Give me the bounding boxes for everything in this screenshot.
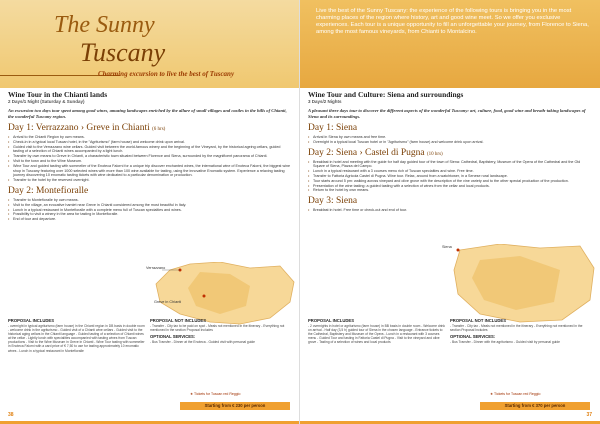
list-item: • Presentation of the wine tasting: a guided tasting with a selection of wines from the cellar and local products. [308,184,592,189]
list-item: • Transfer by own means to Greve in Chianti, a characteristic town situated between Florence and Siena, surrounded by the magnificent panorama of Chianti. [8,154,292,159]
tour2-subtitle: 3 Days/2 Nights [308,99,342,104]
tour1-subtitle: 2 Days/1 Night (Saturday & Sunday) [8,99,85,104]
tour2-optional-title: OPTIONAL SERVICES: [450,334,496,340]
tour1-title: Wine Tour in the Chianti lands [8,90,108,99]
tour2-day2-title [308,148,592,158]
tour2-title: Wine Tour and Culture: Siena and surroundings [308,90,464,99]
tour2-content [308,90,592,216]
map-label-siena: Siena [442,245,452,249]
tour2-day1-list [308,135,592,145]
list-item: • End of tour and departure. [8,217,292,222]
list-item: • Guided visit to the Verrazzano wine cellars. Guided visit between the world-famous winery and the beginning of the Vineyard, by the historical ageing cellars, guided tasting of a selection of Chianti wines accompanied by a light lunch. [8,145,292,155]
tour1-note: ★ Tickets for Tuscan red Reggio [190,392,241,396]
tour2-details [308,318,592,346]
tour2-included-text: - 2 overnights in hotel or agriturismo (farm house) in BB basis in double room - Welcome drink on arrival - Half day (3,5 h) guided tour of Siena in the chosen language - Entrance tickets to the Cathedral, Baptistery and Museum of the Opera - Lunch in a restaurant with 3 courses menu - Guided Tour and tasting in Fattoria Castel di Pugna - Visit to the vineyard and olive grove - Tasting of a selection of wines and local products [308,324,446,345]
list-item: • Wine Tour and guided tasting with sommelier of the Enoteca Falorni for a unique trip discover enchanted wines, the international wine of Enoteca Falorni, the biggest wine shop in Tuscany featuring over 1000 selected wines with more than 100 wine available for tasting, using the innovative Enomatic system. Experience a relaxing tasting journey discovering 10 enomatic tasting tickets with wine dedicated to a particular denomination or production. [8,164,292,178]
map-label-verrazzano: Verrazzano [146,266,166,270]
tour1-map [146,262,296,326]
tour2-map [442,244,596,324]
map-label-greve: Greve in Chianti [154,300,182,304]
tour2-day1-title: Day 1: Siena [308,123,358,133]
tour2-day3-title: Day 3: Siena [308,196,358,207]
brand-header [0,0,300,88]
tour2-not-included-title: PROPOSAL NOT INCLUDES [450,318,506,323]
tour1-optional-text: - Bus Transfer - Dinner at the Enoteca - Guided visit with personal guide [150,340,256,345]
list-item: • Return to the hotel by own means. [308,188,592,193]
tour2-note: ★ Tickets for Tuscan red Reggio [490,392,541,396]
tour1-note-text: Tickets for Tuscan red Reggio [194,392,241,396]
tour2-included-title: PROPOSAL INCLUDES [308,318,354,323]
right-page [300,0,600,424]
page-number-right: 37 [586,412,592,418]
tour1-not-included-title: PROPOSAL NOT INCLUDES [150,318,206,323]
tour1-day1-title [8,123,292,133]
list-item: • Check-in in a typical local Tuscan hotel, in the "Agriturismo" (farm house) and welcome drink upon arrival. [8,140,292,145]
tour1-content [8,90,292,225]
tuscany-map-icon [150,262,296,326]
tour2-optional-text: - Bus Transfer - Dinner with the agriturismo - Guided visit by personal guide [450,340,560,345]
list-item: • Possibility to visit a winery in the area for tasting in Montefioralle. [8,212,292,217]
list-item: • Transfer to Montefioralle by own means. [8,198,292,203]
tour1-intro: An excursion two days tour spent among good wines, amazing landscapes enriched by the allure of small villages and castles in the hills of Chianti, the wonderful Tuscany region. [8,108,287,119]
tour1-details [8,318,292,355]
tour2-intro: A pleasant three days tour to discover the different aspects of the wonderful Tuscany: art, culture, food, good wine and breath-taking landscapes of Siena and its surroundings. [308,108,586,119]
tour1-price-badge: Starting from € 230 per person [180,402,290,410]
list-item: • Lunch in a typical restaurant with a 3 courses menu rich of Tuscan specialties and wine. Free time. [308,169,592,174]
tour2-not-includes-col [450,318,592,346]
list-item: • Transfer to the hotel by the reserved overnight. [8,178,292,183]
tour2-day3-list [308,208,592,213]
tour1-day2-title: Day 2: Montefioralle [8,185,89,196]
tour1-day1-list [8,135,292,183]
tour2-day2-title-text: Day 2: Siena › Castel di Pugna [308,147,425,158]
tour2-day2-list [308,160,592,194]
list-item: • Visit to the town and to the Wine Museum. [8,159,292,164]
tour2-price-badge: Starting from € 370 per person [480,402,590,410]
list-item: • Transfer to Fattoria Agricola Castel di Pugna. Wine tour. Relax, around from a watchtower, in a Senese rural landscape. [308,174,592,179]
list-item: • Visit to the village, an evocative hamlet near Greve in Chianti considered among the most beautiful in Italy. [8,203,292,208]
tour2-not-included-text: - Transfer - City tax - Meals not mentioned in the itinerary - Everything not mentioned in the section Proposal Includes [450,324,583,333]
map-marker-icon [203,295,206,298]
tuscany-map-icon [450,244,596,324]
tour1-included-text: - overnight in typical agriturismo (farm house) in the Chianti region in DB basis in double room - welcome drink in the agriturismo - Guided visit of a Chianti wine cellars - Guided visit to the historical aging cellars in the Chianti language - Guided tasting of a selection of Chianti wines at the cellar - Lightly lunch with specialities accompanied with tasting wines from Tuscan productions - Visit to the Wine Museum in Greve in Chianti - Wine Tour tasting with sommelier in Enoteca Falorni with a card price of € 7,50 to use for tasting approximately 10 enomatic wines - Lunch in a typical restaurant in Montefioralle [8,324,145,353]
page-number-left: 38 [8,412,14,418]
list-item: • Tour starts around 5 pm: walking across vineyard and olive grove with the description of the vine variety and to the other special production of the production. [308,179,592,184]
brand-tagline: Charming excursion to live the best of Tuscany [98,70,235,78]
tour2-day2-hours: (10 hrs) [427,151,443,157]
tour2-note-text: Tickets for Tuscan red Reggio [494,392,541,396]
list-item: • Lunch in a typical restaurant in Montefioralle with a complete menu full of Tuscan specialties and wines. [8,208,292,213]
list-item: • Overnight in a typical local Tuscan hotel or in "Agriturismo" (farm house) and welcome drink upon arrival. [308,140,592,145]
tour1-not-includes-col [150,318,292,355]
brand-title-line2: Tuscany [80,38,166,67]
header-intro-text: Live the best of the Sunny Tuscany: the experience of the following tours is bringing you in the most charming places of the region where history, art and good wine meet. So we offer you exclusive experiences. Each tour is a unique opportunity to fill an unforgettable your journey, from Florence to Siena, among the most famous vineyards, from Chianti to Montalcino. [316,8,589,35]
map-marker-icon [457,249,460,252]
tour1-day1-hours: (6 hrs) [152,127,166,132]
list-item: • Arrival in Siena by own means and free time. [308,135,592,140]
brand-title-line1: The Sunny [54,12,155,38]
tour1-day2-list [8,198,292,222]
list-item: • Breakfast in hotel. Free time or check-out and end of tour. [308,208,592,213]
tour1-included-title: PROPOSAL INCLUDES [8,318,54,323]
list-item: • Breakfast in hotel and meeting with the guide for half day guided tour of the town of Siena: Cathedral, Baptistery, Museum of the Opera of the Cathedral and the Old Square of Siena, Piazza del Campo. [308,160,592,170]
intro-header [300,0,600,88]
tour2-includes-col [308,318,450,346]
tour1-day1-title-text: Day 1: Verrazzano › Greve in Chianti [8,123,150,133]
tour1-not-included-text: - Transfer - City tax to be paid on spot - Meals not mentioned in the itinerary - Everything not mentioned in the section Proposal Includes [150,324,285,333]
list-item: • Arrival to the Chianti Region by own means. [8,135,292,140]
tour1-optional-title: OPTIONAL SERVICES: [150,334,196,340]
tour1-includes-col [8,318,150,355]
